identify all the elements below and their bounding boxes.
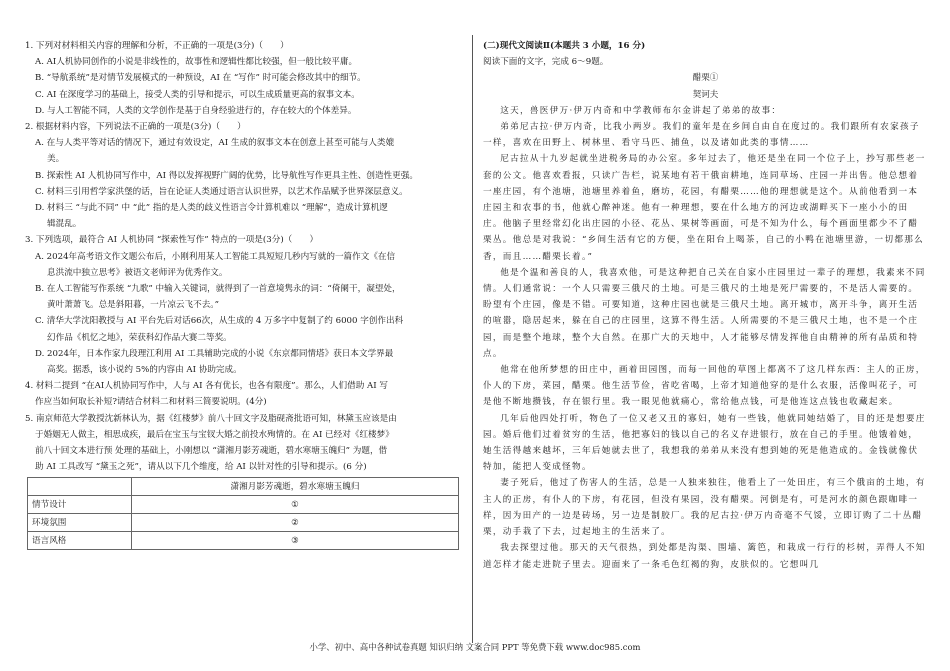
question-3-option-d: D. 2024年，日本作家九段理江利用 AI 工具辅助完成的小说《东京都同情塔》获日本文学界最 [35,348,394,359]
story-paragraph: 妻子死后，他过了伤害人的生活，总是一人独来独往，他看上了一处田庄，有三个俄亩的土地，有主人的正房，有仆人的下房，有花园，但没有果园，没有醋栗。河倒是有，可是河水的颜色跟咖啡一样，因为田产的一边是砖场，另一边是制胶厂。我的尼古拉·伊万内奇毫不气馁，立即订购了二十丛醋栗，动手栽了下去，过起地主的生活来了。 [483,478,926,538]
section-title: (二)现代文阅读Ⅱ(本题共 3 小题，16 分) [483,41,646,51]
question-1-option-a: A. AI人机协同创作的小说是非线性的，故事性和逻辑性都比较强，但一般比较平庸。 [35,57,358,68]
table-row-label: 情节设计 [28,496,132,514]
question-3-option-b-cont: 黄叶萧萧飞。总是斜阳暮，一片凉云飞不去。” [47,300,219,311]
story-author: 契诃夫 [692,89,719,100]
column-divider [472,35,473,643]
question-1-option-d: D. 与人工智能不同，人类的文学创作是基于自身经验进行的，存在较大的个体差异。 [35,105,357,116]
story-paragraph: 这天，兽医伊万·伊万内奇和中学教师布尔金讲起了弟弟的故事： [500,105,782,116]
question-3-option-c-cont: 幻作品《机忆之地》，荣获科幻作品大赛二等奖。 [47,332,232,343]
table-row [28,514,459,532]
question-2-option-c: C. 材料三引用哲学家洪堡的话，旨在论证人类通过语言认识世界，以艺术作品赋予世界深层意义。 [35,186,408,197]
table-row-label: 环境氛围 [28,514,132,532]
story-paragraph: 我去探望过他。那天的天气很热，到处都是沟渠、围墙、篱笆，和栽成一行行的杉树，弄得人不知道怎样才能走进院子里去。迎面来了一条毛色红褐的狗，皮肤似的。它想叫几 [483,543,926,570]
question-3-option-b: B. 在人工智能写作系统 “九歌” 中输入关键词，就得到了一首意境隽永的词：“倚阑干，凝望处， [35,284,401,295]
story-paragraph: 几年后他四处打听，物色了一位又老又丑的寡妇，她有一些钱，他就同她结婚了，目的还是想要庄园。婚后他们过着贫穷的生活，他把寡妇的钱以自己的名义存进银行，放在自己的手里。他饿着她，她生活得越来越坏，三年后她就去世了，我想我的弟弟从来没有想到她的死是他造成的。金钱就像伏特加，能把人变成怪物。 [483,413,926,473]
question-2-option-b: B. 探索性 AI 人机协同写作中，AI 得以发挥视野广阔的优势，比导航性写作更具主性、创造性更强。 [35,170,418,181]
story-paragraph: 他常在他所梦想的田庄中，画着田园图，而每一回他的草图上都离不了这几样东西：主人的正房，仆人的下房，菜园，醋栗。他生活节俭，省吃省喝，上帝才知道他穿的是什么衣服，活像叫花子，可是他不断地攒钱，存在银行里。我一眼见他就痛心，常给他点钱，可是他连这点钱也收藏起来。 [483,365,926,408]
question-3-option-a: A. 2024年高考语文作文题公布后，小刚利用某人工智能工具短短几秒内写就的一篇作文《在信 [35,251,396,262]
story-paragraph: 尼古拉从十九岁起就坐进税务局的办公室。多年过去了，他还是坐在同一个位子上，抄写那些老一套的公文。他喜欢看报，只读广告栏，说某地有若干俄亩耕地，连同草场、庄园一并出售。他总想着一座庄园，有个池塘，池塘里养着鱼，磨坊，花园，有醋栗……他的理想就是这个。从前他看到一本庄园主和农事的书，他就心醉神迷。他有一种理想，要在什么地方的河边或湖畔买下一座小小的田庄。他脑子里经常幻化出庄园的小径、花丛、果树等画面，可是不知为什么，每个画面里都少不了醋栗丛。他总是对我说：“乡间生活有它的方便，坐在阳台上喝茶，自己的小鸭在池塘里游，一切都那么香，而且……醋栗长着。” [483,154,926,262]
question-5-line-4: 助 AI 工具改写 “黛玉之死”，请从以下几个维度，给 AI 以针对性的引导和提示。(6 分) [35,462,367,473]
page-footer: 小学、初中、高中各种试卷真题 知识归纳 文案合同 PPT 等免费下载 www.doc985.com [309,642,641,652]
question-2-option-d: D. 材料三 “与此不同” 中 “此” 指的是人类的歧义性语言令计算机难以 “理解”，造成计算机逻 [35,203,388,214]
question-1-option-c: C. AI 在深度学习的基础上，接受人类的引导和提示，可以生成质量更高的叙事文本。 [35,89,360,100]
question-3-option-d-cont: 高奖。据悉，该小说约 5%的内容由 AI 协助完成。 [47,365,242,376]
story-paragraph: 他是个温和善良的人，我喜欢他，可是这种把自己关在自家小庄园里过一辈子的理想，我素来不同情。人们通常说：一个人只需要三俄尺的土地。可是三俄尺的土地是死尸需要的，不是活人需要的。盼望有个庄园，像是不错。可要知道，这种庄园也就是三俄尺土地。离开城市，离开斗争，离开生活的喧嚣，隐居起来，躲在自己的庄园里，这算不得生活。人所需要的不是三俄尺土地，也不是一个庄园，而是整个地球，整个大自然。在那广大的天地中，人才能够尽情发挥他自由精神的所有品质和特点。 [483,267,926,359]
question-2-option-a-cont: 美。 [47,154,65,165]
question-5-line-2: 于婚姻无人做主，相思成疾，最后在宝玉与宝钗大婚之前投水殉情的。在 AI 已经对《红楼梦》 [35,429,394,440]
answer-table [27,477,459,550]
question-5-line-1: 5. 南京师范大学教授沈新林认为，据《红楼梦》前八十回文字及脂砚斋批语可知，林黛玉应该是由 [25,413,397,424]
story-paragraph: 弟弟尼古拉·伊万内奇，比我小两岁。我们的童年是在乡间自由自在度过的。我们跟所有农家孩子一样，喜欢在田野上、树林里、看守马匹、捕鱼，以及诸如此类的事情…… [483,122,920,149]
reading-instruction: 阅读下面的文字，完成 6～9题。 [483,57,609,68]
table-row-mark: ① [132,496,459,514]
table-header-title: 潇湘月影芳魂逝，碧水寒塘玉魄归 [132,478,459,496]
question-4-line-2: 作应当如何取长补短?请结合材料二和材料三简要说明。(4分) [35,397,267,408]
story-title: 醋栗① [692,73,719,84]
question-3-option-a-cont: 息洪流中独立思考》被语文老师评为优秀作文。 [47,267,228,278]
question-1-option-b: B. “导航系统”是对情节发展模式的一种预设，AI 在 “写作” 时可能会修改其中的细节。 [35,73,366,84]
question-3-stem: 3. 下列选项，最符合 AI 人机协同 “探索性写作” 特点的一项是(3分)（ ） [25,235,319,246]
question-5-line-3: 前八十回文本进行预 处理的基础上，小刚想以 “潇湘月影芳魂逝，碧水寒塘玉魄归” 为题，借 [35,446,388,457]
question-2-option-d-cont: 辑混乱。 [47,219,82,230]
table-header-blank [28,478,132,496]
question-4-line-1: 4. 材料二提到 “在AI人机协同写作中，人与 AI 各有优长，也各有限度”。那么，人们借助 AI 写 [25,381,388,392]
table-header-row [28,478,459,496]
table-row [28,496,459,514]
question-1-stem: 1. 下列对材料相关内容的理解和分析，不正确的一项是(3分)（ ） [25,41,289,51]
question-2-stem: 2. 根据材料内容，下列说法不正确的一项是(3分)（ ） [25,122,246,133]
table-row-label: 语言风格 [28,532,132,550]
question-2-option-a: A. 在与人类平等对话的情况下，通过有效设定，AI 生成的叙事文本在创意上甚至可能与人类媲 [35,138,395,149]
table-row-mark: ② [132,514,459,532]
question-3-option-c: C. 清华大学沈阳教授与 AI 平台先后对话66次，从生成的 4 万多字中复制了约 6000 字创作出科 [35,316,404,327]
left-column [25,38,463,550]
table-row [28,532,459,550]
table-row-mark: ③ [132,532,459,550]
right-column [483,38,928,573]
